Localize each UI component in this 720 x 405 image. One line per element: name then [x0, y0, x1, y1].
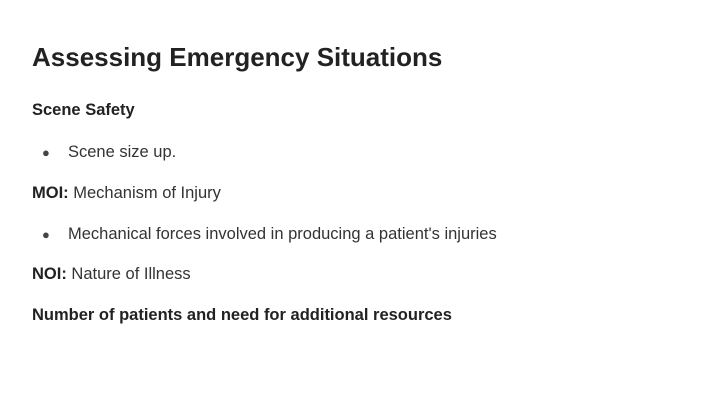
patients-heading: [32, 306, 452, 325]
scene-safety-bullet-item: [42, 143, 176, 162]
moi-label: MOI:: [32, 184, 69, 202]
slide-title: Assessing Emergency Situations: [32, 42, 443, 72]
moi-line: [32, 184, 221, 203]
scene-safety-heading: [32, 101, 135, 120]
bullet-icon: ●: [42, 227, 50, 242]
noi-label: NOI:: [32, 265, 67, 283]
moi-text: Mechanism of Injury: [68, 184, 221, 202]
scene-safety-label: Scene Safety: [32, 101, 135, 119]
moi-bullet-item: [42, 225, 497, 244]
scene-safety-item-text: Scene size up.: [68, 143, 177, 161]
noi-line: [32, 265, 191, 284]
bullet-icon: ●: [42, 145, 50, 160]
moi-item-text: Mechanical forces involved in producing a patient's injuries: [68, 225, 497, 243]
noi-text: Nature of Illness: [66, 265, 191, 283]
patients-label: Number of patients and need for additional resources: [32, 306, 452, 324]
